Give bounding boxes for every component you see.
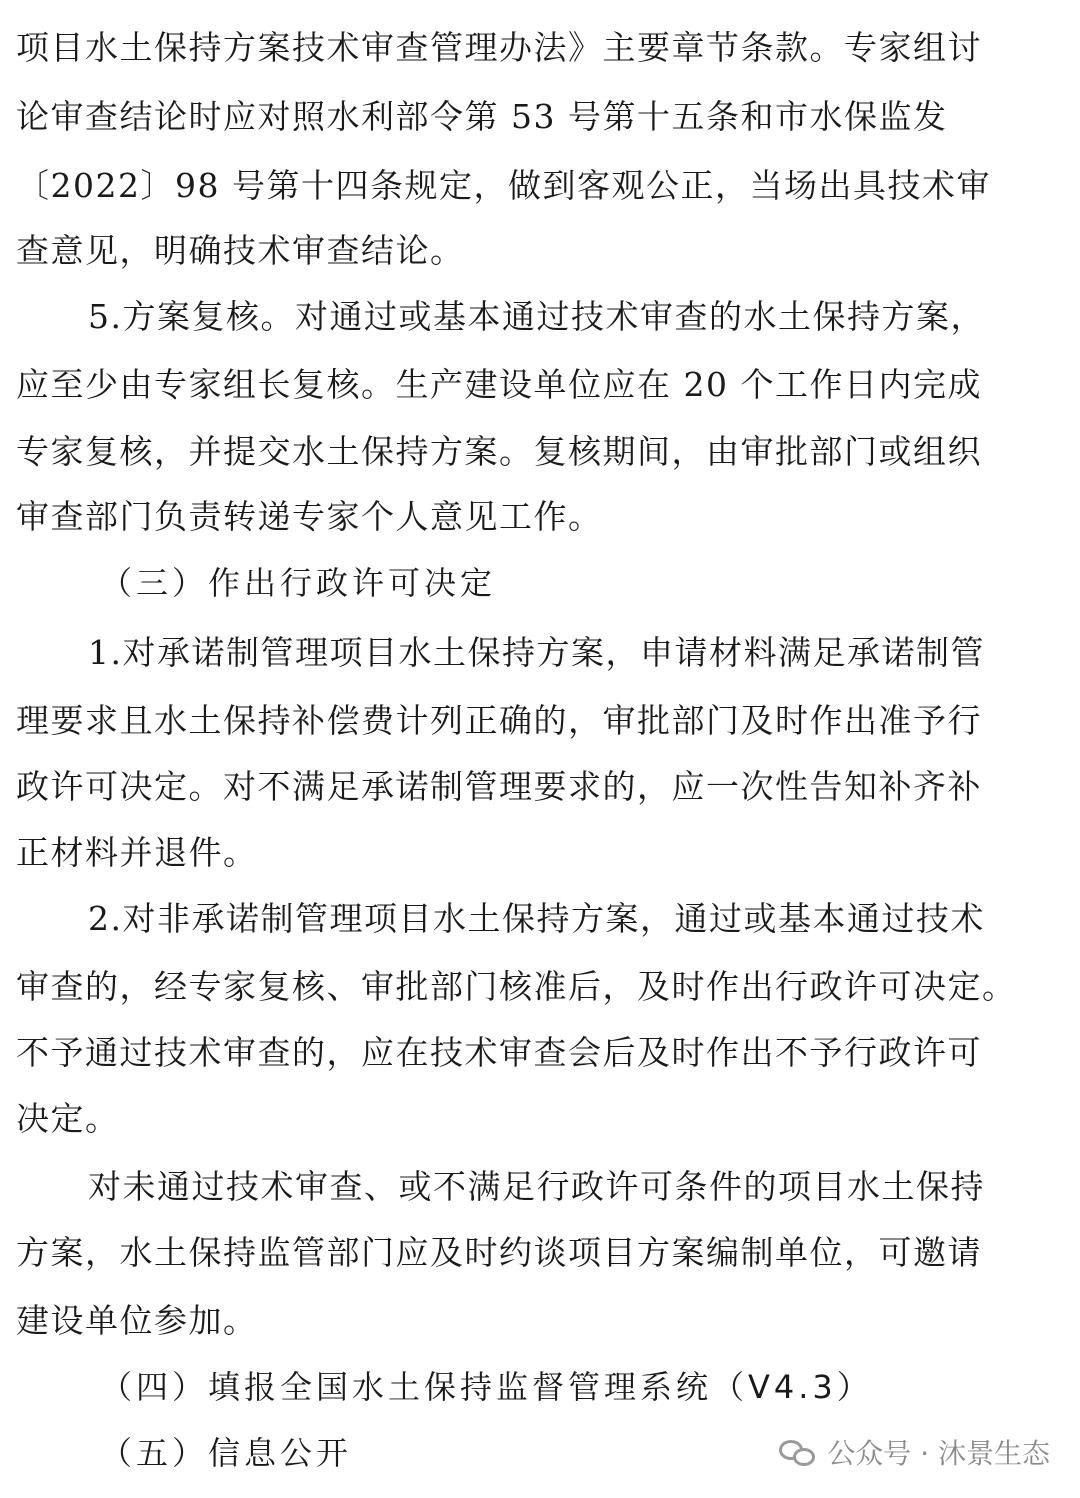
text-line-17: 决定。: [16, 1099, 120, 1138]
text-line-12: 政许可决定。对不满足承诺制管理要求的，应一次性告知补齐补: [16, 767, 982, 806]
text-line-20: 建设单位参加。: [16, 1301, 258, 1340]
text-line-2: 论审查结论时应对照水利部令第 53 号第十五条和市水保监发: [16, 97, 948, 136]
text-line-10: 1.对承诺制管理项目水土保持方案，申请材料满足承诺制管: [88, 633, 985, 672]
text-line-13: 正材料并退件。: [16, 833, 258, 872]
text-line-11: 理要求且水土保持补偿费计列正确的，审批部门及时作出准予行: [16, 701, 982, 740]
wechat-icon: [779, 1436, 817, 1468]
text-line-15: 审查的，经专家复核、审批部门核准后，及时作出行政许可决定。: [16, 967, 1017, 1006]
text-line-7: 专家复核，并提交水土保持方案。复核期间，由审批部门或组织: [16, 432, 982, 471]
section-heading-3: （三）作出行政许可决定: [100, 564, 497, 602]
text-line-19: 方案，水土保持监管部门应及时约谈项目方案编制单位，可邀请: [16, 1233, 982, 1272]
text-line-6: 应至少由专家组长复核。生产建设单位应在 20 个工作日内完成: [16, 365, 982, 404]
text-line-4: 查意见，明确技术审查结论。: [16, 231, 465, 270]
section-heading-4: （四）填报全国水土保持监督管理系统（V4.3）: [100, 1368, 873, 1406]
text-line-18: 对未通过技术审查、或不满足行政许可条件的项目水土保持: [88, 1167, 985, 1206]
watermark: [779, 1422, 1050, 1482]
text-line-8: 审查部门负责转递专家个人意见工作。: [16, 497, 603, 536]
text-line-16: 不予通过技术审查的，应在技术审查会后及时作出不予行政许可: [16, 1033, 982, 1072]
watermark-text: 公众号 · 沐景生态: [827, 1437, 1050, 1470]
text-line-14: 2.对非承诺制管理项目水土保持方案，通过或基本通过技术: [88, 899, 985, 938]
section-heading-5: （五）信息公开: [100, 1434, 353, 1472]
text-line-5: 5.方案复核。对通过或基本通过技术审查的水土保持方案，: [88, 297, 985, 336]
text-line-3: 〔2022〕98 号第十四条规定，做到客观公正，当场出具技术审: [16, 166, 991, 205]
text-line-1: 项目水土保持方案技术审查管理办法》主要章节条款。专家组讨: [16, 28, 982, 67]
